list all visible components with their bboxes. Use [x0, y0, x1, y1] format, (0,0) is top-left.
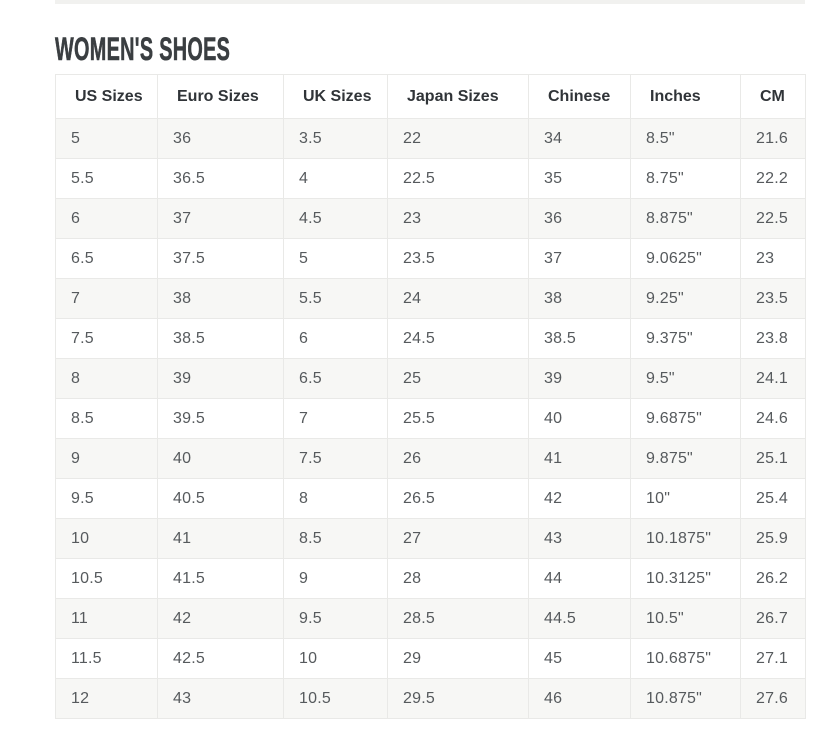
table-cell: 36.5 — [158, 159, 284, 199]
table-cell: 9.6875" — [631, 399, 741, 439]
size-table-header — [56, 75, 806, 119]
table-cell: 37.5 — [158, 239, 284, 279]
table-cell: 8.5 — [56, 399, 158, 439]
table-cell: 36 — [529, 199, 631, 239]
table-cell: 23 — [741, 239, 806, 279]
table-cell: 29 — [388, 639, 529, 679]
table-cell: 36 — [158, 119, 284, 159]
table-cell: 40 — [158, 439, 284, 479]
table-cell: 6 — [56, 199, 158, 239]
table-cell: 4.5 — [284, 199, 388, 239]
table-cell: 42 — [158, 599, 284, 639]
table-cell: 12 — [56, 679, 158, 719]
table-cell: 27.6 — [741, 679, 806, 719]
table-cell: 35 — [529, 159, 631, 199]
table-cell: 8.75" — [631, 159, 741, 199]
table-cell: 9.0625" — [631, 239, 741, 279]
womens-shoes-size-table — [55, 74, 806, 719]
table-cell: 42.5 — [158, 639, 284, 679]
table-cell: 21.6 — [741, 119, 806, 159]
table-cell: 25.9 — [741, 519, 806, 559]
table-cell: 10 — [284, 639, 388, 679]
table-cell: 26.7 — [741, 599, 806, 639]
table-cell: 38.5 — [158, 319, 284, 359]
table-cell: 42 — [529, 479, 631, 519]
table-cell: 45 — [529, 639, 631, 679]
table-cell: 41 — [158, 519, 284, 559]
table-cell: 8 — [56, 359, 158, 399]
table-cell: 7 — [56, 279, 158, 319]
table-row — [56, 239, 806, 279]
table-cell: 40 — [529, 399, 631, 439]
table-row — [56, 159, 806, 199]
table-cell: 5 — [56, 119, 158, 159]
table-cell: 29.5 — [388, 679, 529, 719]
table-cell: 7.5 — [284, 439, 388, 479]
table-cell: 44 — [529, 559, 631, 599]
table-cell: 27.1 — [741, 639, 806, 679]
table-cell: 8 — [284, 479, 388, 519]
header-row — [56, 75, 806, 119]
table-cell: 5.5 — [56, 159, 158, 199]
table-row — [56, 399, 806, 439]
table-cell: 23.5 — [388, 239, 529, 279]
table-cell: 8.5 — [284, 519, 388, 559]
table-cell: 7.5 — [56, 319, 158, 359]
table-cell: 23.8 — [741, 319, 806, 359]
table-cell: 38.5 — [529, 319, 631, 359]
table-cell: 25.1 — [741, 439, 806, 479]
table-cell: 9 — [284, 559, 388, 599]
table-cell: 9.875" — [631, 439, 741, 479]
table-cell: 5 — [284, 239, 388, 279]
table-cell: 10.6875" — [631, 639, 741, 679]
table-row — [56, 519, 806, 559]
table-cell: 24.5 — [388, 319, 529, 359]
table-row — [56, 199, 806, 239]
column-header: UK Sizes — [284, 75, 388, 119]
table-row — [56, 359, 806, 399]
table-cell: 39 — [158, 359, 284, 399]
table-cell: 28 — [388, 559, 529, 599]
column-header: Japan Sizes — [388, 75, 529, 119]
table-cell: 6 — [284, 319, 388, 359]
column-header: Chinese — [529, 75, 631, 119]
table-cell: 4 — [284, 159, 388, 199]
table-cell: 38 — [158, 279, 284, 319]
table-cell: 10.3125" — [631, 559, 741, 599]
table-cell: 22.2 — [741, 159, 806, 199]
column-header: CM — [741, 75, 806, 119]
table-cell: 9 — [56, 439, 158, 479]
table-cell: 38 — [529, 279, 631, 319]
table-cell: 44.5 — [529, 599, 631, 639]
table-cell: 5.5 — [284, 279, 388, 319]
table-cell: 9.5" — [631, 359, 741, 399]
table-cell: 43 — [158, 679, 284, 719]
table-cell: 10.875" — [631, 679, 741, 719]
table-cell: 23 — [388, 199, 529, 239]
table-cell: 10.1875" — [631, 519, 741, 559]
table-cell: 27 — [388, 519, 529, 559]
table-row — [56, 119, 806, 159]
table-cell: 24 — [388, 279, 529, 319]
table-cell: 9.375" — [631, 319, 741, 359]
table-row — [56, 479, 806, 519]
page-title: WOMEN'S SHOES — [55, 31, 231, 67]
table-cell: 9.25" — [631, 279, 741, 319]
table-cell: 10.5 — [56, 559, 158, 599]
table-cell: 41 — [529, 439, 631, 479]
table-cell: 26.5 — [388, 479, 529, 519]
table-cell: 22 — [388, 119, 529, 159]
table-row — [56, 439, 806, 479]
table-cell: 25.5 — [388, 399, 529, 439]
table-cell: 22.5 — [741, 199, 806, 239]
table-cell: 26 — [388, 439, 529, 479]
table-cell: 6.5 — [56, 239, 158, 279]
table-cell: 43 — [529, 519, 631, 559]
table-cell: 22.5 — [388, 159, 529, 199]
top-divider — [55, 0, 805, 4]
table-cell: 11.5 — [56, 639, 158, 679]
table-cell: 9.5 — [284, 599, 388, 639]
table-cell: 39 — [529, 359, 631, 399]
table-cell: 8.5" — [631, 119, 741, 159]
table-cell: 37 — [529, 239, 631, 279]
table-row — [56, 599, 806, 639]
table-row — [56, 279, 806, 319]
table-cell: 26.2 — [741, 559, 806, 599]
table-cell: 25 — [388, 359, 529, 399]
table-cell: 24.1 — [741, 359, 806, 399]
table-cell: 39.5 — [158, 399, 284, 439]
column-header: Inches — [631, 75, 741, 119]
column-header: US Sizes — [56, 75, 158, 119]
table-row — [56, 679, 806, 719]
table-cell: 9.5 — [56, 479, 158, 519]
table-cell: 10.5" — [631, 599, 741, 639]
table-cell: 11 — [56, 599, 158, 639]
size-table-body — [56, 119, 806, 719]
table-cell: 37 — [158, 199, 284, 239]
table-cell: 7 — [284, 399, 388, 439]
table-cell: 10 — [56, 519, 158, 559]
table-cell: 6.5 — [284, 359, 388, 399]
table-row — [56, 559, 806, 599]
table-cell: 34 — [529, 119, 631, 159]
table-cell: 25.4 — [741, 479, 806, 519]
table-cell: 3.5 — [284, 119, 388, 159]
table-cell: 41.5 — [158, 559, 284, 599]
table-row — [56, 319, 806, 359]
table-cell: 10" — [631, 479, 741, 519]
table-cell: 46 — [529, 679, 631, 719]
table-cell: 23.5 — [741, 279, 806, 319]
table-cell: 8.875" — [631, 199, 741, 239]
table-cell: 28.5 — [388, 599, 529, 639]
table-cell: 24.6 — [741, 399, 806, 439]
table-cell: 40.5 — [158, 479, 284, 519]
column-header: Euro Sizes — [158, 75, 284, 119]
table-row — [56, 639, 806, 679]
table-cell: 10.5 — [284, 679, 388, 719]
